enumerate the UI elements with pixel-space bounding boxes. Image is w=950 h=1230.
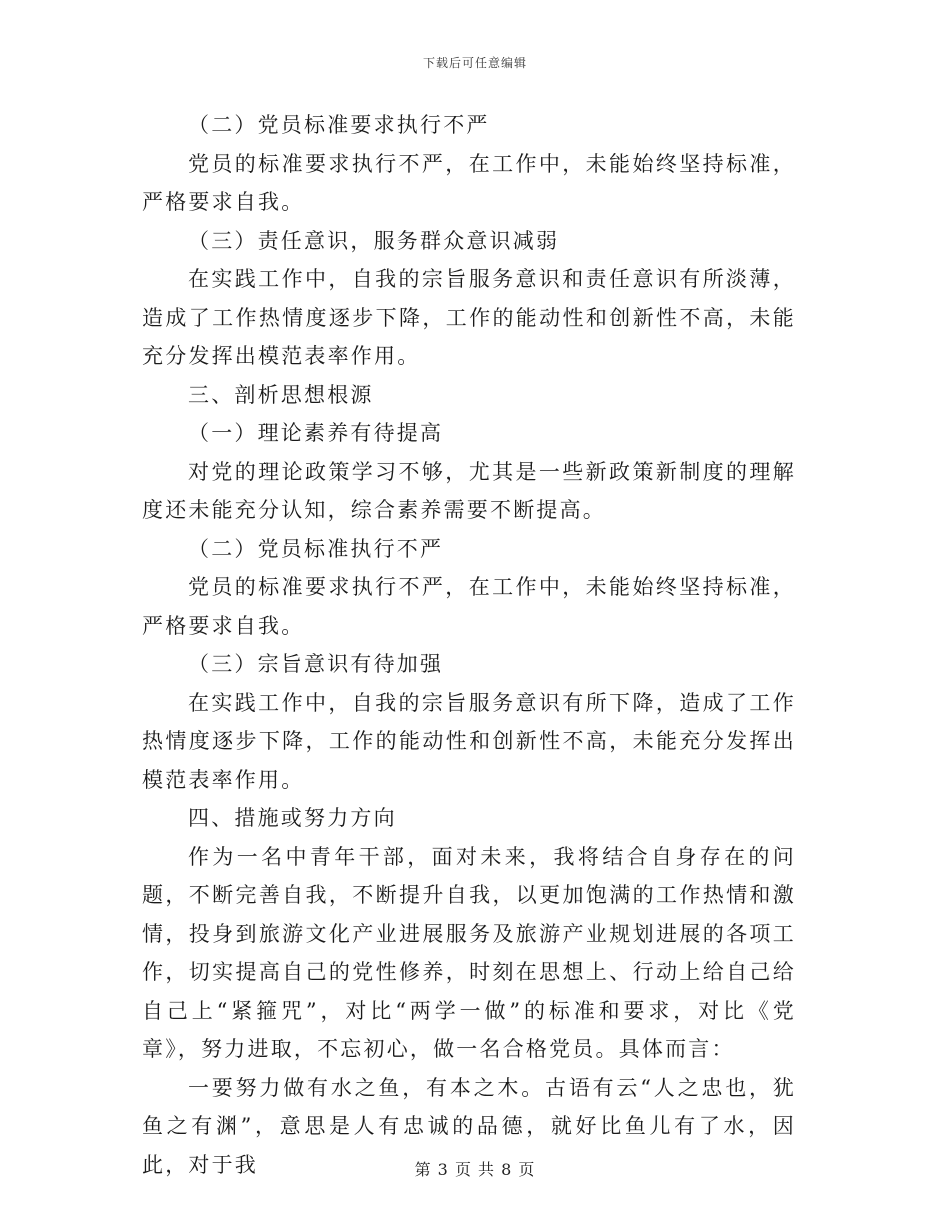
- body-paragraph: 党员的标准要求执行不严，在工作中，未能始终坚持标准，严格要求自我。: [142, 151, 796, 214]
- chapter-heading: 四、措施或努力方向: [188, 806, 397, 830]
- section-heading: （一）理论素养有待提高: [188, 421, 444, 445]
- section-heading: （二）党员标准要求执行不严: [188, 113, 490, 137]
- page-header: 下载后可任意编辑: [422, 56, 527, 70]
- document-body: [142, 106, 796, 1184]
- section-heading: （三）宗旨意识有待加强: [188, 652, 444, 676]
- section-heading: （二）党员标准执行不严: [188, 536, 444, 561]
- body-paragraph: 作为一名中青年干部，面对未来，我将结合自身存在的问题，不断完善自我，不断提升自我，以更加饱满的工作热情和激情，投身到旅游文化产业进展服务及旅游产业规划进展的各项工作，切实提高自己的党性修养，时刻在思想上、行动上给自己给自己上“紧箍咒”，对比“两学一做”的标准和要求，对比《党章》，努力进取，不忘初心，做一名合格党员。具体而言：: [142, 844, 796, 1061]
- body-paragraph: 一要努力做有水之鱼，有本之木。古语有云“人之忠也，犹鱼之有渊”，意思是人有忠诚的品德，就好比鱼儿有了水，因此，对于我: [142, 1075, 796, 1177]
- section-heading: （三）责任意识，服务群众意识减弱: [188, 228, 560, 253]
- page-footer: 第 3 页 共 8 页: [414, 1160, 536, 1179]
- body-paragraph: 党员的标准要求执行不严，在工作中，未能始终坚持标准，严格要求自我。: [142, 575, 796, 638]
- body-paragraph: 在实践工作中，自我的宗旨服务意识和责任意识有所淡薄，造成了工作热情度逐步下降，工作的能动性和创新性不高，未能充分发挥出模范表率作用。: [142, 267, 796, 368]
- chapter-heading: 三、剖析思想根源: [188, 382, 374, 407]
- body-paragraph: 对党的理论政策学习不够，尤其是一些新政策新制度的理解度还未能充分认知，综合素养需要不断提高。: [142, 459, 796, 522]
- body-paragraph: 在实践工作中，自我的宗旨服务意识有所下降，造成了工作热情度逐步下降，工作的能动性和创新性不高，未能充分发挥出模范表率作用。: [142, 690, 796, 792]
